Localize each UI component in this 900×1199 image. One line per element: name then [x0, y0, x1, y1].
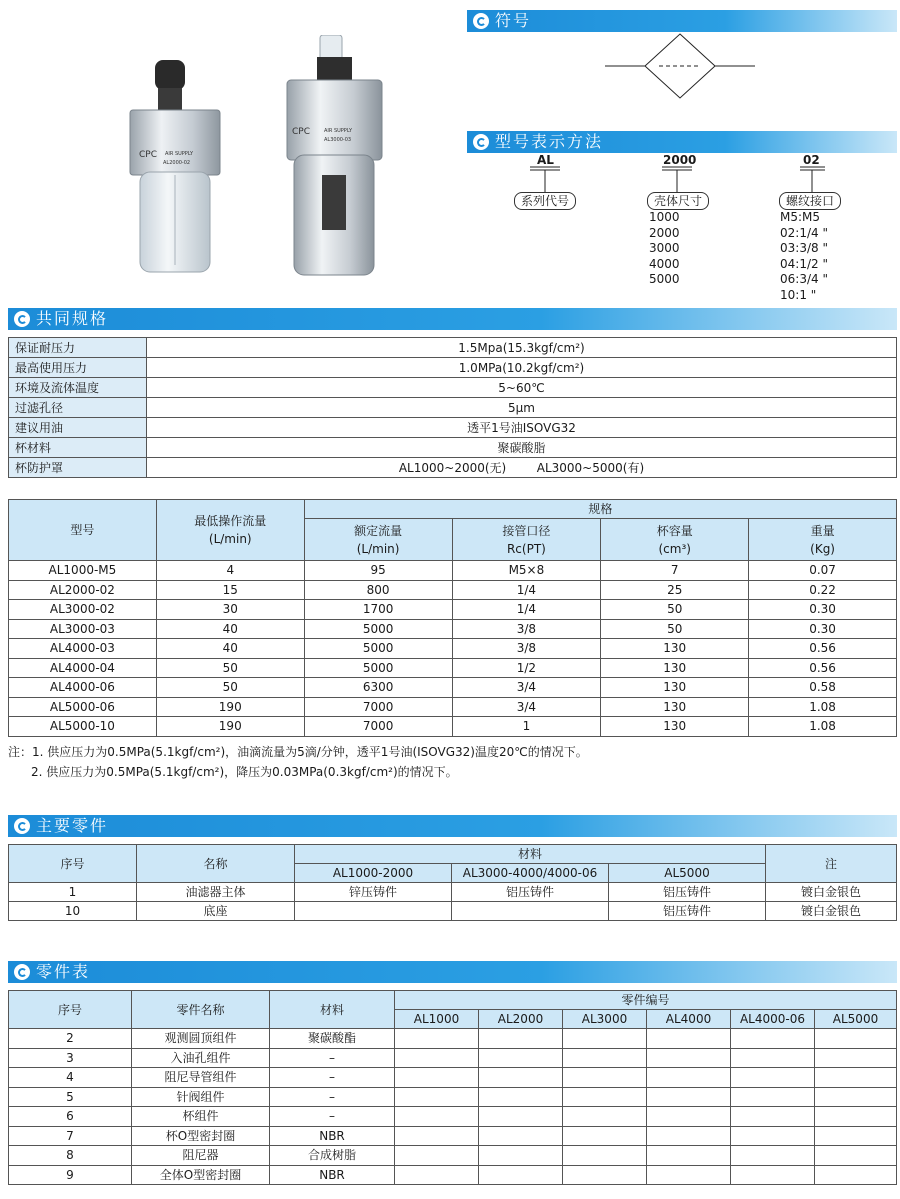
cell-port-size: 3/8 [452, 639, 601, 659]
cell-material-al1000-2000 [295, 902, 452, 921]
cell-cup-capacity: 130 [601, 697, 749, 717]
cell-part-number [563, 1068, 647, 1088]
cell-part-number [395, 1126, 479, 1146]
spec-value: 5μm [147, 398, 897, 418]
col-header-no: 序号 [9, 991, 132, 1029]
cell-port-size: 1/4 [452, 580, 601, 600]
section-header-common-specs: 共同规格 [8, 308, 897, 330]
section-header-main-parts: 主要零件 [8, 815, 897, 837]
table-row [9, 697, 897, 717]
cell-port-size: 3/4 [452, 697, 601, 717]
spec-key: 建议用油 [9, 418, 147, 438]
cell-cup-capacity: 25 [601, 580, 749, 600]
col-header-name: 名称 [137, 845, 295, 883]
cell-min-flow: 30 [156, 600, 304, 620]
spec-key: 杯材料 [9, 438, 147, 458]
cell-part-number [395, 1087, 479, 1107]
col-header-material: 材料 [270, 991, 395, 1029]
cell-part-name: 阻尼器 [132, 1146, 270, 1166]
cell-part-number [395, 1146, 479, 1166]
cell-no: 5 [9, 1087, 132, 1107]
cell-material: NBR [270, 1165, 395, 1185]
cell-part-number [395, 1048, 479, 1068]
cell-part-name: 杯组件 [132, 1107, 270, 1127]
cell-no: 8 [9, 1146, 132, 1166]
cell-part-number [815, 1126, 897, 1146]
note-1: 注：1. 供应压力为0.5MPa(5.1kgf/cm²)，油滴流量为5滴/分钟，透平1号油(ISOVG32)温度20℃的情况下。 [8, 745, 588, 759]
product-model-label: AL2000-02 [163, 160, 191, 166]
table-row [9, 561, 897, 581]
cell-material: 聚碳酸酯 [270, 1029, 395, 1049]
spec-key: 最高使用压力 [9, 358, 147, 378]
cell-rated-flow: 7000 [304, 697, 452, 717]
cell-min-flow: 4 [156, 561, 304, 581]
cell-material-al3000-4000: 铝压铸件 [452, 883, 609, 902]
cell-part-number [395, 1068, 479, 1088]
cell-part-number [731, 1165, 815, 1185]
cell-model: AL5000-10 [9, 717, 157, 737]
table-row [9, 658, 897, 678]
cell-part-number [563, 1087, 647, 1107]
cell-weight: 0.30 [749, 600, 897, 620]
cell-part-name: 观测圆顶组件 [132, 1029, 270, 1049]
cell-part-number [479, 1029, 563, 1049]
table-row [9, 619, 897, 639]
product-brand: CPC [139, 150, 157, 160]
cell-model: AL3000-03 [9, 619, 157, 639]
main-parts-table [8, 844, 897, 921]
cell-model: AL5000-06 [9, 697, 157, 717]
cell-part-number [647, 1087, 731, 1107]
cell-part-number [815, 1029, 897, 1049]
cell-weight: 0.07 [749, 561, 897, 581]
table-row [9, 378, 897, 398]
table-row [9, 398, 897, 418]
cell-material-al3000-4000 [452, 902, 609, 921]
cpc-logo-icon [473, 13, 489, 29]
cell-weight: 0.56 [749, 658, 897, 678]
cell-rated-flow: 1700 [304, 600, 452, 620]
cell-material-al5000: 铝压铸件 [609, 902, 766, 921]
model-code-connectors [500, 166, 860, 192]
thread-option: 10:1 " [780, 287, 817, 302]
cell-part-number [563, 1165, 647, 1185]
table-row [9, 639, 897, 659]
cell-part-number [647, 1165, 731, 1185]
thread-options [780, 210, 828, 303]
cell-rated-flow: 6300 [304, 678, 452, 698]
thread-option: 02:1/4 " [780, 225, 828, 240]
cell-material: – [270, 1107, 395, 1127]
cell-part-number [815, 1048, 897, 1068]
cell-no: 3 [9, 1048, 132, 1068]
cell-rated-flow: 7000 [304, 717, 452, 737]
spec-value: AL1000~2000(无) AL3000~5000(有) [147, 458, 897, 478]
cell-rated-flow: 5000 [304, 658, 452, 678]
cell-rated-flow: 800 [304, 580, 452, 600]
cell-name: 油滤器主体 [137, 883, 295, 902]
table-row [9, 883, 897, 902]
product-image-al2000 [125, 60, 225, 275]
cell-part-number [479, 1107, 563, 1127]
cell-cup-capacity: 130 [601, 717, 749, 737]
cell-part-name: 针阀组件 [132, 1087, 270, 1107]
cell-part-number [479, 1165, 563, 1185]
cell-weight: 0.22 [749, 580, 897, 600]
thread-option: 04:1/2 " [780, 256, 828, 271]
col-header-model: AL3000 [563, 1010, 647, 1029]
spec-value: 1.5Mpa(15.3kgf/cm²) [147, 338, 897, 358]
table-row [9, 338, 897, 358]
cell-no: 10 [9, 902, 137, 921]
product-brand: CPC [292, 127, 310, 137]
cell-min-flow: 50 [156, 678, 304, 698]
table-row [9, 902, 897, 921]
col-header-model: AL4000 [647, 1010, 731, 1029]
cell-part-number [731, 1126, 815, 1146]
model-code-size: 2000 [663, 153, 697, 167]
cell-part-number [647, 1126, 731, 1146]
cell-note: 镀白金银色 [766, 883, 897, 902]
cell-part-number [479, 1126, 563, 1146]
cell-min-flow: 190 [156, 717, 304, 737]
cell-part-number [479, 1146, 563, 1166]
col-header-spec: 规格 [304, 500, 896, 519]
cell-port-size: 1/2 [452, 658, 601, 678]
col-header-no: 序号 [9, 845, 137, 883]
cell-part-name: 入油孔组件 [132, 1048, 270, 1068]
cell-part-number [815, 1068, 897, 1088]
filter-symbol-diagram [605, 32, 755, 102]
cell-model: AL4000-04 [9, 658, 157, 678]
cpc-logo-icon [14, 818, 30, 834]
spec-key: 环境及流体温度 [9, 378, 147, 398]
spec-value: 1.0MPa(10.2kgf/cm²) [147, 358, 897, 378]
cpc-logo-icon [14, 311, 30, 327]
spec-value: 聚碳酸脂 [147, 438, 897, 458]
cell-cup-capacity: 130 [601, 658, 749, 678]
cell-no: 9 [9, 1165, 132, 1185]
col-header-al3000-4000: AL3000-4000/4000-06 [452, 864, 609, 883]
cell-port-size: 3/8 [452, 619, 601, 639]
cell-material: – [270, 1068, 395, 1088]
section-header-parts-list: 零件表 [8, 961, 897, 983]
col-header-model: AL4000-06 [731, 1010, 815, 1029]
cell-min-flow: 190 [156, 697, 304, 717]
col-header-cup: 杯容量 (cm³) [601, 519, 749, 561]
model-label-series: 系列代号 [514, 192, 576, 210]
size-option: 5000 [649, 272, 680, 286]
cell-part-number [815, 1107, 897, 1127]
note-2: 2. 供应压力为0.5MPa(5.1kgf/cm²)，降压为0.03MPa(0.3kgf/cm²)的情况下。 [31, 765, 458, 779]
cell-cup-capacity: 50 [601, 619, 749, 639]
cell-part-number [731, 1107, 815, 1127]
cell-rated-flow: 95 [304, 561, 452, 581]
thread-option: M5:M5 [780, 210, 821, 224]
cpc-logo-icon [473, 134, 489, 150]
cell-part-number [731, 1146, 815, 1166]
cell-material: – [270, 1087, 395, 1107]
col-header-model: AL5000 [815, 1010, 897, 1029]
cell-rated-flow: 5000 [304, 639, 452, 659]
cell-part-number [815, 1087, 897, 1107]
table-row [9, 1126, 897, 1146]
model-label-size: 壳体尺寸 [647, 192, 709, 210]
cell-weight: 0.30 [749, 619, 897, 639]
col-header-al5000: AL5000 [609, 864, 766, 883]
cell-part-number [647, 1107, 731, 1127]
cell-no: 7 [9, 1126, 132, 1146]
cell-part-number [815, 1165, 897, 1185]
cell-no: 6 [9, 1107, 132, 1127]
col-header-material: 材料 [295, 845, 766, 864]
cell-part-number [647, 1048, 731, 1068]
cell-min-flow: 15 [156, 580, 304, 600]
table-row [9, 1087, 897, 1107]
col-header-part-number: 零件编号 [395, 991, 897, 1010]
table-row [9, 1068, 897, 1088]
col-header-model: 型号 [9, 500, 157, 561]
cell-part-number [647, 1068, 731, 1088]
cell-material: – [270, 1048, 395, 1068]
table-row [9, 1029, 897, 1049]
cell-part-name: 全体O型密封圈 [132, 1165, 270, 1185]
cell-part-number [731, 1087, 815, 1107]
cell-part-number [647, 1146, 731, 1166]
cell-part-number [731, 1068, 815, 1088]
product-label: AIR SUPPLY [324, 128, 352, 134]
size-option: 4000 [649, 256, 680, 271]
cell-material-al5000: 铝压铸件 [609, 883, 766, 902]
table-row [9, 600, 897, 620]
cell-weight: 1.08 [749, 717, 897, 737]
col-header-weight: 重量 (Kg) [749, 519, 897, 561]
cell-min-flow: 40 [156, 619, 304, 639]
cell-min-flow: 50 [156, 658, 304, 678]
spec-value: 透平1号油ISOVG32 [147, 418, 897, 438]
table-row [9, 717, 897, 737]
col-header-model: AL1000 [395, 1010, 479, 1029]
size-option: 2000 [649, 225, 680, 240]
thread-option: 06:3/4 " [780, 272, 828, 286]
cell-rated-flow: 5000 [304, 619, 452, 639]
col-header-al1000-2000: AL1000-2000 [295, 864, 452, 883]
cell-model: AL2000-02 [9, 580, 157, 600]
cell-cup-capacity: 50 [601, 600, 749, 620]
cell-weight: 0.56 [749, 639, 897, 659]
product-model-label: AL3000-03 [324, 137, 352, 143]
cell-weight: 1.08 [749, 697, 897, 717]
cell-no: 1 [9, 883, 137, 902]
section-header-model: 型号表示方法 [467, 131, 897, 153]
cell-part-number [731, 1048, 815, 1068]
table-row [9, 1107, 897, 1127]
table-row [9, 358, 897, 378]
cell-model: AL3000-02 [9, 600, 157, 620]
col-header-rated-flow: 额定流量 (L/min) [304, 519, 452, 561]
spec-key: 杯防护罩 [9, 458, 147, 478]
cell-model: AL4000-03 [9, 639, 157, 659]
cell-part-number [731, 1029, 815, 1049]
cell-no: 2 [9, 1029, 132, 1049]
table-row [9, 1146, 897, 1166]
cell-cup-capacity: 130 [601, 639, 749, 659]
table-row [9, 1048, 897, 1068]
product-label: AIR SUPPLY [165, 151, 193, 157]
cell-port-size: 1 [452, 717, 601, 737]
spec-value: 5~60℃ [147, 378, 897, 398]
cell-part-name: 阻尼导管组件 [132, 1068, 270, 1088]
cell-part-number [479, 1087, 563, 1107]
cell-material: NBR [270, 1126, 395, 1146]
cell-part-number [395, 1165, 479, 1185]
cell-part-number [479, 1068, 563, 1088]
cell-part-name: 杯O型密封圈 [132, 1126, 270, 1146]
col-header-min-flow: 最低操作流量 (L/min) [156, 500, 304, 561]
cell-port-size: 3/4 [452, 678, 601, 698]
spec-key: 保证耐压力 [9, 338, 147, 358]
cell-note: 镀白金银色 [766, 902, 897, 921]
col-header-model: AL2000 [479, 1010, 563, 1029]
cell-port-size: 1/4 [452, 600, 601, 620]
cell-cup-capacity: 130 [601, 678, 749, 698]
model-code-series: AL [537, 153, 554, 167]
cell-part-number [563, 1029, 647, 1049]
cell-name: 底座 [137, 902, 295, 921]
common-spec-table [8, 337, 897, 478]
cell-min-flow: 40 [156, 639, 304, 659]
cell-part-number [563, 1107, 647, 1127]
cell-part-number [563, 1146, 647, 1166]
col-header-port: 接管口径 Rc(PT) [452, 519, 601, 561]
table-row [9, 438, 897, 458]
thread-option: 03:3/8 " [780, 241, 828, 255]
cell-cup-capacity: 7 [601, 561, 749, 581]
cell-part-number [563, 1048, 647, 1068]
table-row [9, 580, 897, 600]
model-code-thread: 02 [803, 153, 820, 167]
col-header-part-name: 零件名称 [132, 991, 270, 1029]
section-header-symbol: 符号 [467, 10, 897, 32]
cell-weight: 0.58 [749, 678, 897, 698]
cell-part-number [815, 1146, 897, 1166]
size-option: 1000 [649, 210, 680, 224]
table-row [9, 1165, 897, 1185]
size-option: 3000 [649, 241, 680, 255]
cell-part-number [479, 1048, 563, 1068]
cell-no: 4 [9, 1068, 132, 1088]
cell-part-number [563, 1126, 647, 1146]
product-image-al3000 [282, 35, 387, 280]
cell-part-number [395, 1107, 479, 1127]
cpc-logo-icon [14, 964, 30, 980]
table-row [9, 418, 897, 438]
size-options [649, 210, 680, 288]
cell-model: AL4000-06 [9, 678, 157, 698]
col-header-note: 注 [766, 845, 897, 883]
cell-material: 合成树脂 [270, 1146, 395, 1166]
model-label-thread: 螺纹接口 [779, 192, 841, 210]
cell-part-number [647, 1029, 731, 1049]
parts-list-table [8, 990, 897, 1185]
spec-table [8, 499, 897, 737]
cell-material-al1000-2000: 锌压铸件 [295, 883, 452, 902]
cell-part-number [395, 1029, 479, 1049]
spec-key: 过滤孔径 [9, 398, 147, 418]
table-row [9, 678, 897, 698]
table-row [9, 458, 897, 478]
cell-port-size: M5×8 [452, 561, 601, 581]
cell-model: AL1000-M5 [9, 561, 157, 581]
